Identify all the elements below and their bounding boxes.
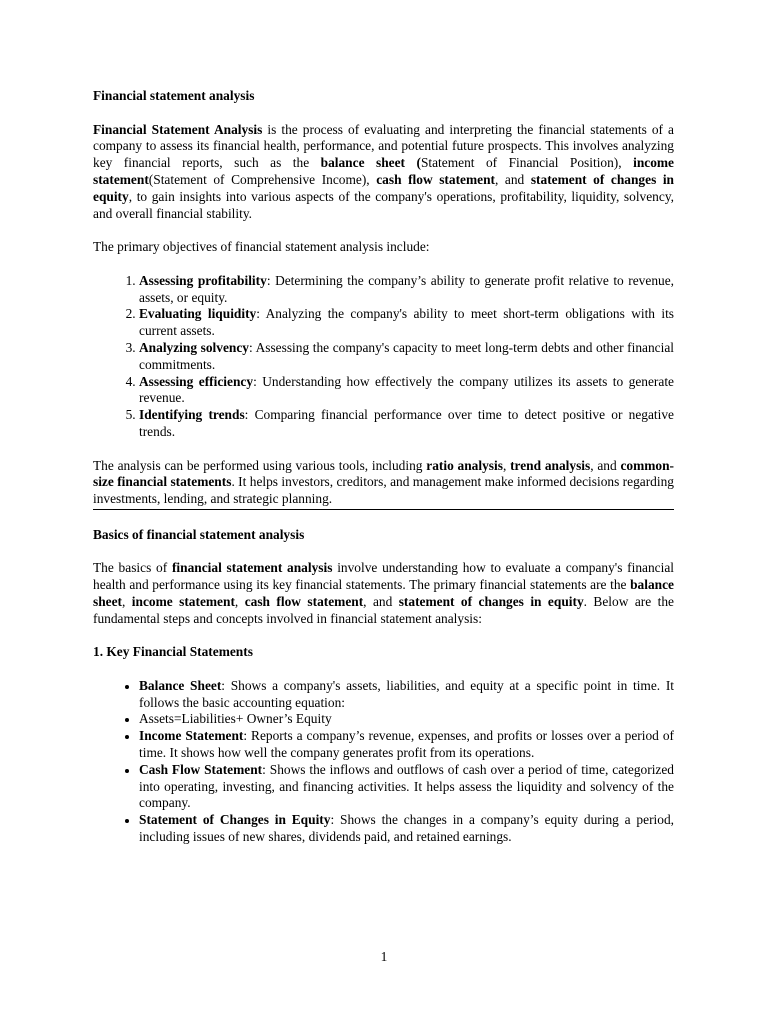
list-item (139, 374, 674, 408)
list-item (139, 407, 674, 441)
list-item (139, 273, 674, 307)
bold-term: cash flow statement (244, 593, 364, 609)
list-item (139, 306, 674, 340)
basics-paragraph (93, 560, 674, 627)
list-item-term: Evaluating liquidity (139, 306, 257, 322)
list-item (139, 812, 674, 846)
list-item-description: Assets=Liabilities+ Owner’s Equity (139, 711, 332, 727)
list-item-description: : Determining the company’s ability to generate profit relative to revenue, assets, or equity. (139, 272, 675, 305)
text-run: , and (590, 457, 621, 473)
text-run: , (234, 593, 245, 609)
objectives-lead: The primary objectives of financial statement analysis include: (93, 239, 430, 255)
list-item (139, 340, 674, 374)
list-item-description: : Shows the changes in a company’s equity during a period, including issues of new shares, dividends paid, and retained earnings. (139, 812, 674, 845)
section-title: Financial statement analysis (93, 88, 255, 103)
page-content (93, 88, 674, 846)
text-run: Statement of Financial Position), (420, 155, 634, 171)
page-number: 1 (380, 949, 388, 964)
text-run: , (502, 457, 511, 473)
bold-term: financial statement analysis (171, 560, 333, 576)
list-item-description: : Analyzing the company's ability to meet short-term obligations with its current assets. (139, 306, 674, 339)
list-item-term: Assessing profitability (139, 272, 267, 288)
subheading-key-statements: 1. Key Financial Statements (93, 644, 253, 660)
list-item (139, 762, 674, 812)
bold-term: common-size financial statements (93, 457, 675, 490)
list-item (139, 711, 674, 728)
section-title-basics: Basics of financial statement analysis (93, 526, 305, 542)
list-item-term: Identifying trends (139, 407, 245, 423)
list-item-term: Income Statement (139, 728, 244, 744)
list-item-term: Analyzing solvency (139, 339, 249, 355)
text-run: , (122, 593, 132, 609)
text-run: . Below are the fundamental steps and concepts involved in financial statement analysis: (93, 593, 674, 626)
bold-term: income statement (93, 155, 674, 187)
list-item-description: : Comparing financial performance over time to detect positive or negative trends. (139, 407, 674, 439)
bold-term: trend analysis (510, 457, 591, 473)
bold-term: balance sheet ( (320, 155, 421, 171)
list-item (139, 728, 674, 762)
text-run: , and (363, 593, 399, 609)
text-run: is the process of evaluating and interpreting the financial statements of a company to assess its financial health, performance, and potential future prospects. This involves analyzing key financial reports, such as the (93, 121, 674, 171)
bold-term: statement of changes in equity (398, 593, 584, 609)
bold-term: Financial Statement Analysis (93, 121, 263, 137)
statements-list (93, 678, 674, 846)
list-item-description: : Assessing the company's capacity to meet long-term debts and other financial commitments. (139, 339, 675, 372)
bold-term: cash flow statement (376, 171, 495, 187)
list-item-description: : Reports a company’s revenue, expenses, and profits or losses over a period of time. It shows how well the company generates profit from its operations. (139, 728, 674, 761)
tools-paragraph (93, 458, 674, 510)
text-run: The analysis can be performed using various tools, including (93, 457, 427, 473)
list-item-description: : Shows a company's assets, liabilities, and equity at a specific point in time. It follows the basic accounting equation: (139, 677, 674, 710)
list-item-term: Statement of Changes in Equity (139, 812, 331, 828)
text-run: (Statement of Comprehensive Income), (148, 171, 377, 187)
bold-term: balance sheet (93, 577, 674, 609)
intro-paragraph (93, 122, 674, 223)
bold-term: statement of changes in equity (93, 171, 675, 204)
text-run: , and (495, 171, 531, 187)
text-run: , to gain insights into various aspects of the company's operations, profitability, liquidity, solvency, and overall financial stability. (93, 188, 674, 221)
objectives-list (93, 273, 674, 441)
list-item (139, 678, 674, 712)
bold-term: income statement (131, 593, 235, 609)
list-item-term: Cash Flow Statement (139, 761, 263, 777)
list-item-description: : Understanding how effectively the company utilizes its assets to generate revenue. (139, 373, 674, 406)
list-item-description: : Shows the inflows and outflows of cash over a period of time, categorized into operating, investing, and financing activities. It helps assess the liquidity and solvency of the company. (139, 761, 674, 811)
text-run: . It helps investors, creditors, and management make informed decisions regarding investments, lending, and strategic planning. (93, 474, 674, 507)
text-run: involve understanding how to evaluate a company's financial health and performance using its key financial statements. The primary financial statements are the (93, 560, 675, 593)
text-run: The basics of (93, 560, 172, 576)
bold-term: ratio analysis (426, 457, 503, 473)
list-item-term: Balance Sheet (139, 677, 222, 693)
list-item-term: Assessing efficiency (139, 373, 254, 389)
